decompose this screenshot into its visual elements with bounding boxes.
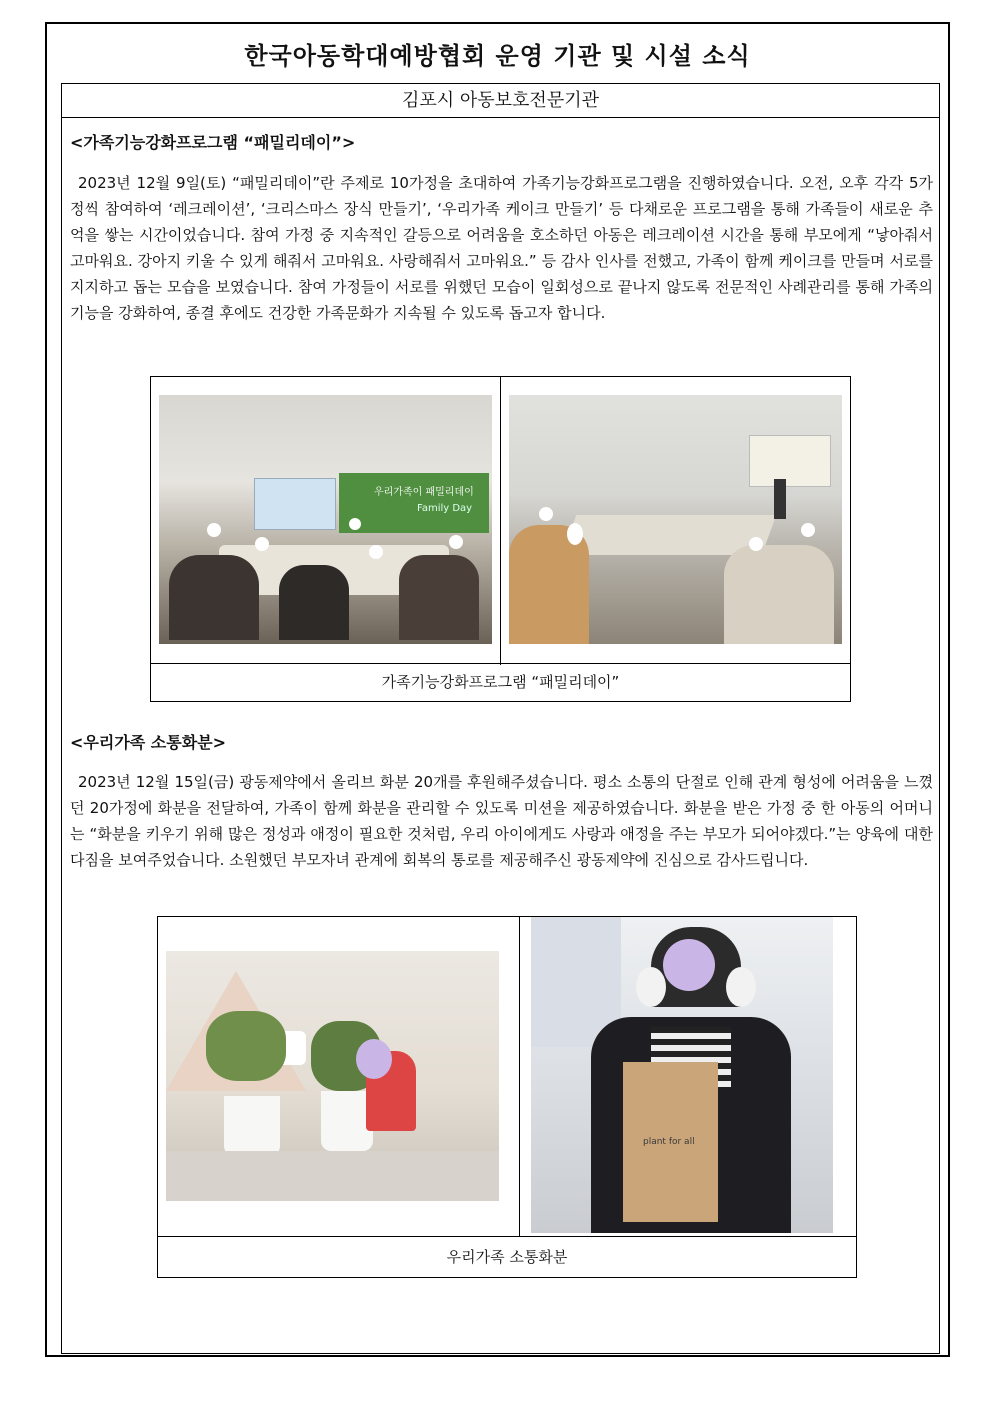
section2-caption: 우리가족 소통화분 (158, 1236, 856, 1277)
photo-cell-left (151, 377, 501, 665)
page-title: 한국아동학대예방협회 운영 기관 및 시설 소식 (244, 42, 751, 70)
white-pot (224, 1096, 280, 1156)
projector-screen (749, 435, 831, 487)
section1-photo-table (150, 376, 851, 702)
blurred-face (801, 523, 815, 537)
olive-plant-photo-1 (166, 951, 499, 1201)
section2-heading: <우리가족 소통화분> (70, 733, 227, 752)
blurred-face (255, 537, 269, 551)
blurred-face (539, 507, 553, 521)
family-day-photo-1 (159, 395, 492, 644)
family-day-photo-2 (509, 395, 842, 644)
photo-cell-left (158, 917, 520, 1237)
blurred-face (567, 523, 583, 545)
blurred-face (207, 523, 221, 537)
section1-caption: 가족기능강화프로그램 “패밀리데이” (151, 663, 850, 701)
family-day-banner: 우리가족이 패밀리데이 Family Day (339, 473, 489, 533)
plant-box: plant for all (623, 1062, 718, 1222)
photo-cell-right (500, 377, 850, 665)
content-box (61, 83, 940, 1354)
photo-cell-right (519, 917, 858, 1237)
blurred-face (663, 939, 715, 991)
blurred-face (349, 518, 361, 530)
blurred-face (449, 535, 463, 549)
projector-screen (254, 478, 336, 530)
section1-heading: <가족기능강화프로그램 “패밀리데이”> (70, 133, 356, 152)
section1-body: 2023년 12월 9일(토) “패밀리데이”란 주제로 10가정을 초대하여 가족기능강화프로그램을 진행하였습니다. 오전, 오후 각각 5가정씩 참여하여 ‘레크레이션’, ‘크리스마스 장식 만들기’, ‘우리가족 케이크 만들기’ 등 다채로운 프로그램을 통해 가족들이 새로운 추억을 쌓는 시간이었습니다. 참여 가정 중 지속적인 갈등으로 어려움을 호소하던 아동은 레크레이션 시간을 통해 부모에게 “낳아줘서 고마워요. 강아지 키울 수 있게 해줘서 고마워요. 사랑해줘서 고마워요.” 등 감사 인사를 전했고, 가족이 함께 케이크를 만들며 서로를 지지하고 돕는 모습을 보였습니다. 참여 가정들이 서로를 위했던 모습이 일회성으로 끝나지 않도록 전문적인 사례관리를 통해 가족의 기능을 강화하여, 종결 후에도 건강한 가족문화가 지속될 수 있도록 돕고자 합니다. (70, 174, 933, 322)
section2-photo-table (157, 916, 857, 1278)
agency-name: 김포시 아동보호전문기관 (62, 84, 939, 118)
document-frame (45, 22, 950, 1357)
blurred-face (356, 1039, 392, 1079)
blurred-face (749, 537, 763, 551)
blurred-face (369, 545, 383, 559)
olive-plant-photo-2 (531, 917, 833, 1233)
section2-body: 2023년 12월 15일(금) 광동제약에서 올리브 화분 20개를 후원해주셨습니다. 평소 소통의 단절로 인해 관계 형성에 어려움을 느꼈던 20가정에 화분을 전달하여, 가족이 함께 화분을 관리할 수 있도록 미션을 제공하였습니다. 화분을 받은 가정 중 한 아동의 어머니는 “화분을 키우기 위해 많은 정성과 애정이 필요한 것처럼, 우리 아이에게도 사랑과 애정을 주는 부모가 되어야겠다.”는 양육에 대한 다짐을 보여주었습니다. 소원했던 부모자녀 관계에 회복의 통로를 제공해주신 광동제약에 진심으로 감사드립니다. (70, 773, 933, 869)
